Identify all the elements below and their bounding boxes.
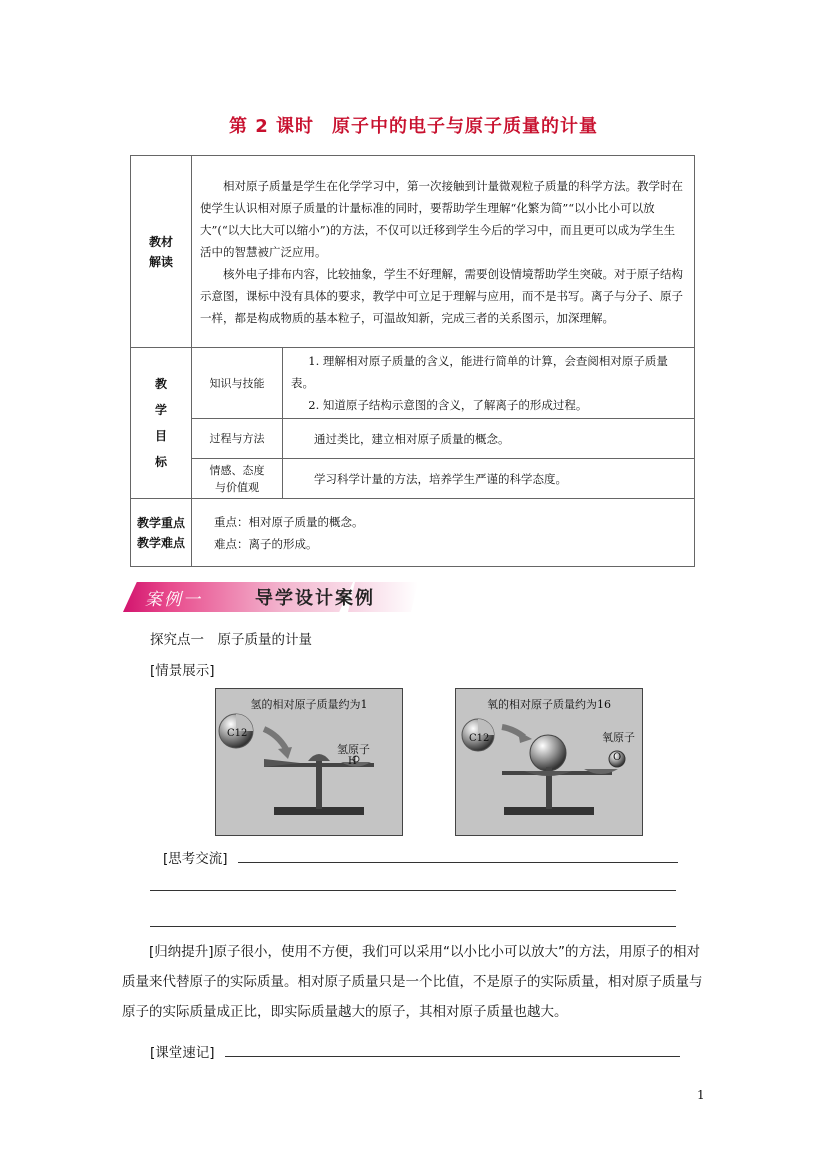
notes-row [150,1041,680,1061]
process-content: 通过类比，建立相对原子质量的概念。 [283,419,695,459]
figure-caption: 氢的相对原子质量约为1 [250,698,368,711]
emotion-content: 学习科学计量的方法，培养学生严谨的科学态度。 [283,459,695,499]
key-points-label: 教学重点 教学难点 [131,499,192,567]
atom-name: 氧原子 [602,731,635,744]
left-pan [524,771,572,776]
atom-symbol: O [613,752,622,763]
key-points-content: 重点：相对原子质量的概念。 难点：离子的形成。 [192,499,695,567]
atom-symbol: H [348,756,357,767]
figure-oxygen-balance [455,688,643,836]
jiaocai-label: 教材 解读 [131,156,192,348]
notes-label: [课堂速记] [150,1045,215,1061]
arrow-icon [264,729,286,749]
knowledge-content: 1. 理解相对原子质量的含义，能进行简单的计算，会查阅相对原子质量表。 2. 知道原子结构示意图的含义，了解离子的形成过程。 [283,348,695,419]
figure-caption: 氧的相对原子质量约为16 [487,698,611,711]
ref-atom-label: C12 [469,733,490,744]
lesson-title [0,112,827,138]
knowledge-label: 知识与技能 [192,348,283,419]
jiaocai-paragraph: 核外电子排布内容，比较抽象，学生不好理解，需要创设情境帮助学生突破。对于原子结构示意图，课标中没有具体的要求，教学中可立足于理解与应用，而不是书写。离子与分子、原子一样，都是构成物质的基本粒子，可温故知新，完成三者的关系图示，加深理解。 [200,266,683,325]
ref-atom-label: C12 [227,728,248,739]
summary-paragraph [122,937,712,1027]
think-row [163,847,678,867]
answer-line[interactable] [150,912,676,927]
lesson-name: 原子中的电子与原子质量的计量 [332,116,599,137]
carbon-ball-icon [530,735,566,771]
figure-hydrogen-balance [215,688,403,836]
banner-tag: 案例一 [145,590,202,610]
lesson-number: 第 2 课时 [228,116,315,137]
lesson-info-table [130,155,695,567]
jiaocai-content [192,156,695,348]
section-heading: 探究点一 原子质量的计量 [150,632,312,648]
think-label: [思考交流] [163,851,228,867]
jiaocai-paragraph: 相对原子质量是学生在化学学习中，第一次接触到计量微观粒子质量的科学方法。教学时在使学生认识相对原子质量的计量标准的同时，要帮助学生理解“化繁为简”“以小比小可以放大”(“以大比大可以缩小”)的方法，不仅可以迁移到学生今后的学习中，而且更可以成为学生生活中的智慧被广泛应用。 [200,178,683,259]
balance-pivot [308,754,330,761]
summary-text: 原子很小，使用不方便，我们可以采用“以小比小可以放大”的方法，用原子的相对质量来代替原子的实际质量。相对原子质量只是一个比值，不是原子的实际质量，相对原子质量与原子的实际质量成正比，即实际质量越大的原子，其相对原子质量也越大。 [122,944,703,1020]
answer-line[interactable] [150,876,676,891]
notes-line[interactable] [225,1042,680,1057]
mubiao-label: 教 学 目 标 [131,348,192,499]
atom-name: 氢原子 [337,743,370,756]
process-label: 过程与方法 [192,419,283,459]
case-banner [123,582,418,612]
page-number: 1 [697,1088,705,1102]
balance-illustration [216,689,402,835]
scene-label: [情景展示] [150,663,215,679]
answer-line[interactable] [238,848,678,863]
summary-label: [归纳提升] [149,944,214,960]
emotion-label: 情感、态度 与价值观 [192,459,283,499]
banner-title: 导学设计案例 [255,588,375,609]
